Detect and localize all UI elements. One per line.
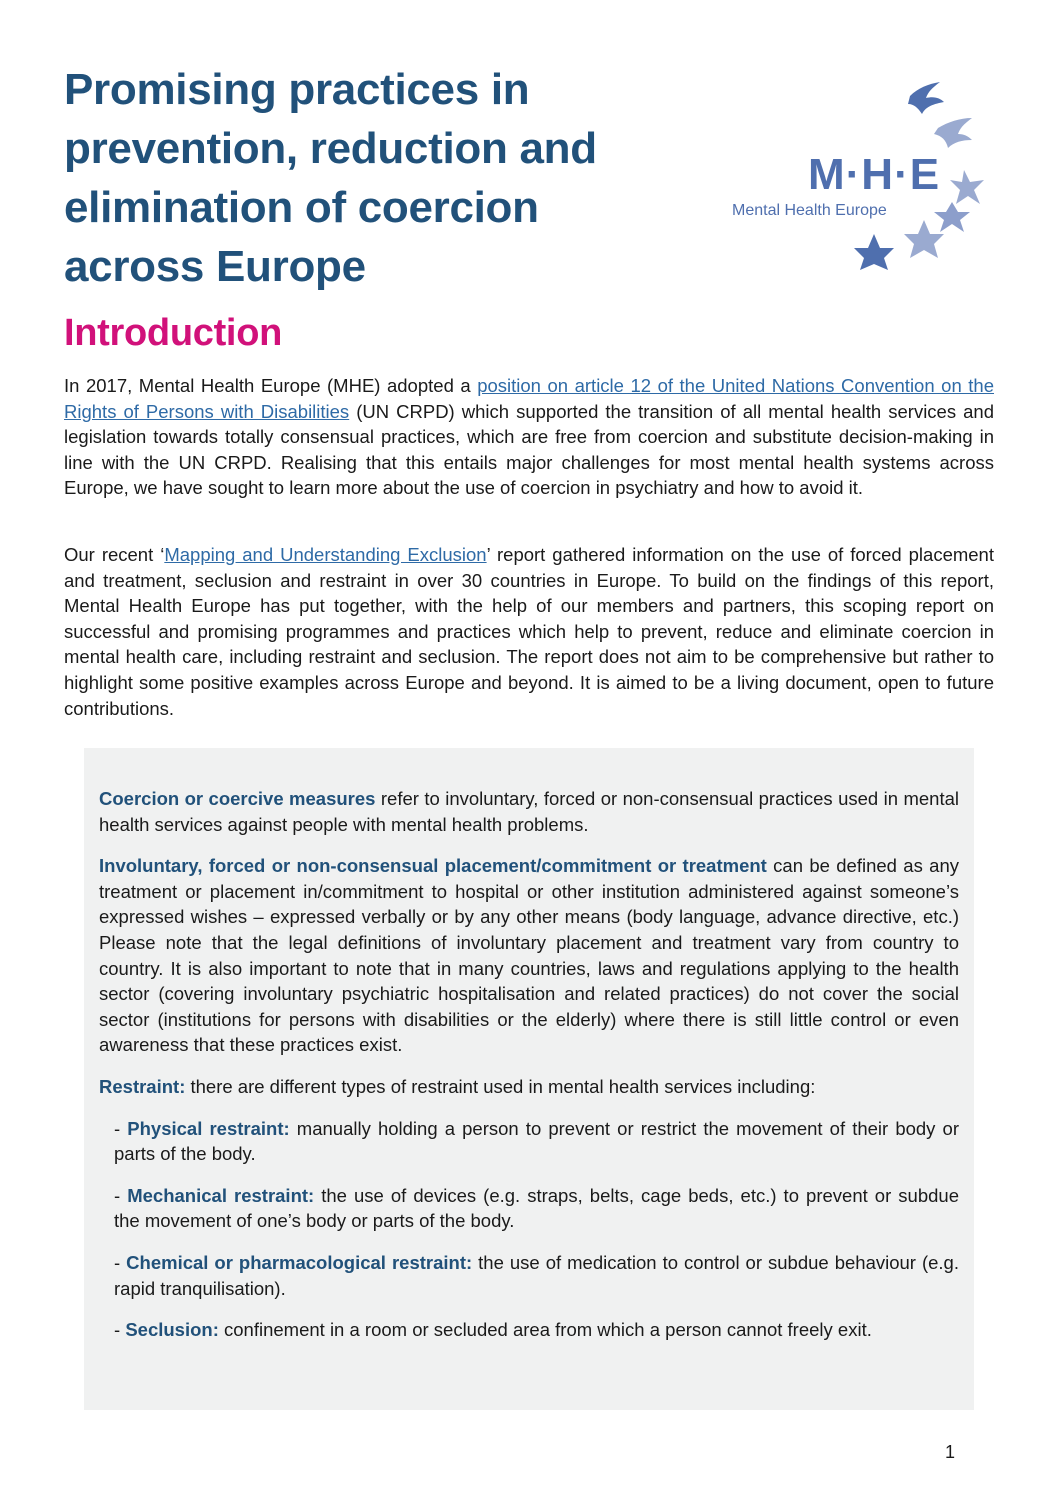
definition-term: Involuntary, forced or non-consensual placement/commitment or treatment [99,855,767,877]
logo-subtitle: Mental Health Europe [732,202,887,219]
introduction-heading: Introduction [64,312,283,354]
restraint-text: the use of devices (e.g. straps, belts, cage beds, etc.) to prevent or subdue the movement of one’s body or parts of the body. [114,1184,959,1232]
logo-wordmark: M·H·E [808,150,941,199]
paragraph-text: ’ report gathered information on the use of forced placement and treatment, seclusion and restraint in over 30 countries in Europe. To build on the findings of this report, Mental Health Europe has put together, with the help of our members and partners, this scoping report on successful and promising programmes and practices which help to prevent, reduce and eliminate coercion in mental health care, including restraint and seclusion. The report does not aim to be comprehensive but rather to highlight some positive examples across Europe and beyond. It is aimed to be a living document, open to future contributions. [64,544,994,719]
crpd-position-link[interactable]: position on article 12 of the United Nations Convention on the Rights of Persons with Disabilities [64,375,994,422]
restraint-type-item [99,1183,959,1234]
title-line: Promising practices in [64,65,530,114]
title-line: prevention, reduction and [64,124,597,173]
definition-text: there are different types of restraint used in mental health services including: [185,1075,816,1097]
restraint-type-item [99,1116,959,1167]
restraint-term: Physical restraint: [127,1117,290,1139]
definitions-box [84,748,974,1410]
definition-item [99,1074,959,1100]
list-dash: - [114,1251,127,1273]
paragraph-text: Our recent ‘ [64,544,165,565]
title-line: elimination of coercion [64,183,539,232]
definition-item [99,786,959,837]
list-dash: - [114,1319,126,1341]
restraint-text: confinement in a room or secluded area from which a person cannot freely exit. [218,1319,872,1341]
title-line: across Europe [64,242,366,291]
restraint-term: Mechanical restraint: [127,1184,315,1206]
restraint-type-item [99,1250,959,1301]
document-title [64,60,664,296]
definition-item [99,853,959,1058]
page-number: 1 [944,1442,955,1462]
definition-term: Coercion or coercive measures [99,788,376,809]
restraint-term: Chemical or pharmacological restraint: [126,1251,473,1273]
mapping-report-link[interactable]: Mapping and Understanding Exclusion [164,544,487,565]
definition-text: refer to involuntary, forced or non-consensual practices used in mental health services against people with mental health problems. [99,788,960,835]
intro-paragraph-1 [64,373,994,501]
restraint-text: the use of medication to control or subdue behaviour (e.g. rapid tranquilisation). [114,1251,959,1299]
paragraph-text: (UN CRPD) which supported the transition of all mental health services and legislation towards totally consensual practices, which are free from coercion and substitute decision-making in line with the UN CRPD. Realising that this entails major challenges for most mental health systems across Europe, we have sought to learn more about the use of coercion in psychiatry and how to avoid it. [64,400,994,499]
paragraph-text: In 2017, Mental Health Europe (MHE) adopted a [64,375,478,396]
restraint-term: Seclusion: [125,1319,219,1341]
list-dash: - [114,1184,128,1206]
definition-term: Restraint: [99,1075,186,1097]
mhe-logo [728,74,998,274]
intro-paragraph-2 [64,542,994,721]
restraint-text: manually holding a person to prevent or restrict the movement of their body or parts of the body. [114,1117,959,1165]
restraint-type-item [99,1317,959,1343]
list-dash: - [114,1117,128,1139]
definition-text: can be defined as any treatment or placement in/commitment to hospital or other institution administered against someone’s expressed wishes – expressed verbally or by any other means (body language, advance directive, etc.) Please note that the legal definitions of involuntary placement and treatment vary from country to country. It is also important to note that in many countries, laws and regulations applying to the health sector (covering involuntary psychiatric hospitalisation and related practices) do not cover the social sector (institutions for persons with disabilities or the elderly) where there is still little control or even awareness that these practices exist. [99,855,959,1056]
